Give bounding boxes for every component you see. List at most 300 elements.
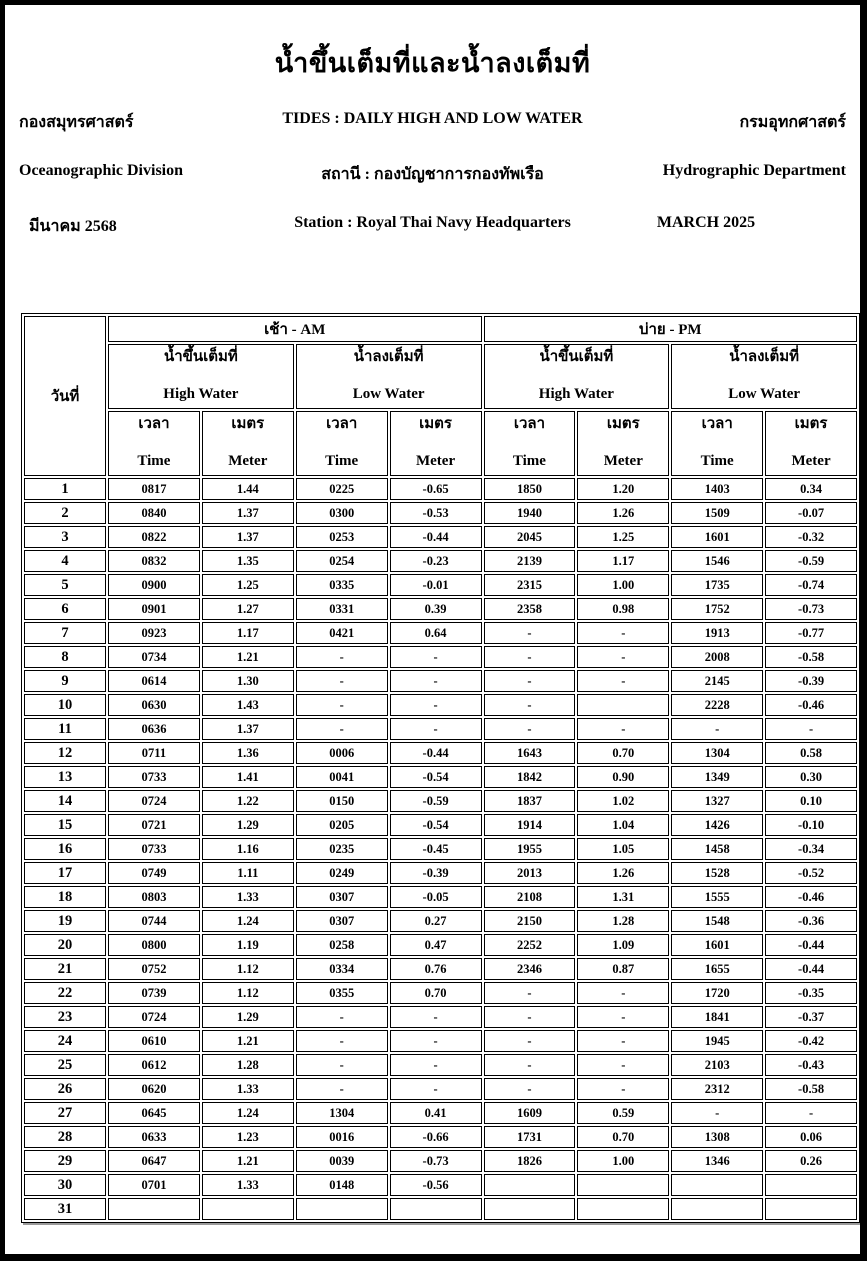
value-cell: - <box>577 646 669 668</box>
value-cell: -0.35 <box>765 982 857 1004</box>
meter-label-english: Meter <box>603 453 643 469</box>
time-subheader <box>484 411 576 476</box>
value-cell: 1.29 <box>202 814 294 836</box>
value-cell: -0.44 <box>765 934 857 956</box>
tide-table <box>21 313 860 1223</box>
table-row <box>24 790 857 812</box>
day-cell: 1 <box>24 478 106 500</box>
value-cell: 0258 <box>296 934 388 956</box>
meter-label-thai: เมตร <box>606 416 640 432</box>
value-cell: -0.54 <box>390 766 482 788</box>
table-row <box>24 646 857 668</box>
value-cell: -0.65 <box>390 478 482 500</box>
time-label-thai: เวลา <box>513 416 546 432</box>
value-cell: -0.32 <box>765 526 857 548</box>
value-cell: 1546 <box>671 550 763 572</box>
value-cell: - <box>484 718 576 740</box>
value-cell: - <box>390 718 482 740</box>
day-cell: 3 <box>24 526 106 548</box>
value-cell <box>202 1198 294 1220</box>
value-cell <box>108 1198 200 1220</box>
value-cell: 1850 <box>484 478 576 500</box>
low-water-label-thai: น้ำลงเต็มที่ <box>353 349 424 365</box>
day-cell: 13 <box>24 766 106 788</box>
value-cell: - <box>390 670 482 692</box>
value-cell: 1.31 <box>577 886 669 908</box>
station-english: Station : Royal Thai Navy Headquarters <box>294 214 571 231</box>
value-cell: -0.43 <box>765 1054 857 1076</box>
value-cell: 1601 <box>671 526 763 548</box>
value-cell: 0.90 <box>577 766 669 788</box>
value-cell: 1.37 <box>202 502 294 524</box>
value-cell: - <box>484 646 576 668</box>
value-cell: -0.42 <box>765 1030 857 1052</box>
value-cell: 1.43 <box>202 694 294 716</box>
value-cell: - <box>296 694 388 716</box>
value-cell: 1.00 <box>577 574 669 596</box>
table-row <box>24 1198 857 1220</box>
table-row <box>24 1126 857 1148</box>
value-cell: 0610 <box>108 1030 200 1052</box>
day-cell: 24 <box>24 1030 106 1052</box>
value-cell: - <box>484 670 576 692</box>
date-column-header: วันที่ <box>24 316 106 476</box>
value-cell: 0253 <box>296 526 388 548</box>
meter-label-english: Meter <box>791 453 831 469</box>
value-cell: 1.17 <box>577 550 669 572</box>
value-cell: 1458 <box>671 838 763 860</box>
pm-high-water-header <box>484 344 670 409</box>
value-cell: 1752 <box>671 598 763 620</box>
value-cell: 0633 <box>108 1126 200 1148</box>
value-cell: 1349 <box>671 766 763 788</box>
value-cell: -0.07 <box>765 502 857 524</box>
value-cell: 1.36 <box>202 742 294 764</box>
value-cell: 0.59 <box>577 1102 669 1124</box>
value-cell: - <box>577 1006 669 1028</box>
value-cell: 2228 <box>671 694 763 716</box>
value-cell: - <box>390 1054 482 1076</box>
value-cell: 0.47 <box>390 934 482 956</box>
value-cell: - <box>577 982 669 1004</box>
value-cell: 1.33 <box>202 1174 294 1196</box>
value-cell: -0.59 <box>765 550 857 572</box>
value-cell: 1914 <box>484 814 576 836</box>
table-row <box>24 502 857 524</box>
value-cell: -0.73 <box>765 598 857 620</box>
value-cell: 1.00 <box>577 1150 669 1172</box>
value-cell: 2150 <box>484 910 576 932</box>
value-cell: 1913 <box>671 622 763 644</box>
value-cell: 0840 <box>108 502 200 524</box>
low-water-label-thai: น้ำลงเต็มที่ <box>729 349 800 365</box>
value-cell: 0733 <box>108 766 200 788</box>
value-cell: 1509 <box>671 502 763 524</box>
value-cell: 0041 <box>296 766 388 788</box>
value-cell: 0039 <box>296 1150 388 1172</box>
value-cell: 1826 <box>484 1150 576 1172</box>
table-row <box>24 910 857 932</box>
table-row <box>24 958 857 980</box>
meter-label-english: Meter <box>415 453 456 469</box>
day-cell: 14 <box>24 790 106 812</box>
month-english: MARCH 2025 <box>656 214 756 231</box>
value-cell: -0.36 <box>765 910 857 932</box>
value-cell: - <box>577 670 669 692</box>
value-cell: -0.59 <box>390 790 482 812</box>
value-cell <box>484 1198 576 1220</box>
value-cell: -0.44 <box>765 958 857 980</box>
value-cell: 1.37 <box>202 526 294 548</box>
table-row <box>24 478 857 500</box>
value-cell: -0.34 <box>765 838 857 860</box>
tide-table-head <box>24 316 857 476</box>
value-cell: 0701 <box>108 1174 200 1196</box>
meter-label-thai: เมตร <box>231 416 265 432</box>
value-cell: 1837 <box>484 790 576 812</box>
value-cell: 0614 <box>108 670 200 692</box>
value-cell: 0006 <box>296 742 388 764</box>
value-cell: 0.64 <box>390 622 482 644</box>
value-cell: 0901 <box>108 598 200 620</box>
value-cell: -0.44 <box>390 742 482 764</box>
value-cell: 1.17 <box>202 622 294 644</box>
value-cell: 1.04 <box>577 814 669 836</box>
time-label-thai: เวลา <box>326 416 358 432</box>
day-cell: 31 <box>24 1198 106 1220</box>
day-cell: 17 <box>24 862 106 884</box>
value-cell: 2013 <box>484 862 576 884</box>
value-cell: -0.39 <box>390 862 482 884</box>
day-cell: 19 <box>24 910 106 932</box>
value-cell: -0.66 <box>390 1126 482 1148</box>
value-cell: 1.28 <box>202 1054 294 1076</box>
value-cell: 1426 <box>671 814 763 836</box>
day-cell: 23 <box>24 1006 106 1028</box>
value-cell: -0.74 <box>765 574 857 596</box>
value-cell: 0900 <box>108 574 200 596</box>
tide-table-body <box>24 478 857 1220</box>
value-cell: 1.22 <box>202 790 294 812</box>
pm-section-header: บ่าย - PM <box>484 316 858 342</box>
value-cell: - <box>484 1006 576 1028</box>
table-row <box>24 1102 857 1124</box>
meter-label-thai: เมตร <box>794 416 828 432</box>
value-cell: 2252 <box>484 934 576 956</box>
table-row <box>24 1150 857 1172</box>
value-cell: - <box>296 1006 388 1028</box>
value-cell: -0.58 <box>765 1078 857 1100</box>
meter-subheader <box>390 411 482 476</box>
value-cell: - <box>577 1054 669 1076</box>
value-cell: - <box>296 646 388 668</box>
value-cell: 0.10 <box>765 790 857 812</box>
day-cell: 12 <box>24 742 106 764</box>
value-cell: 0803 <box>108 886 200 908</box>
value-cell: 1.21 <box>202 646 294 668</box>
value-cell: -0.58 <box>765 646 857 668</box>
value-cell: 0620 <box>108 1078 200 1100</box>
value-cell: 0.30 <box>765 766 857 788</box>
value-cell: 1.26 <box>577 502 669 524</box>
value-cell: 2145 <box>671 670 763 692</box>
value-cell: 0800 <box>108 934 200 956</box>
value-cell: 0733 <box>108 838 200 860</box>
value-cell: 1.37 <box>202 718 294 740</box>
value-cell: 0.58 <box>765 742 857 764</box>
value-cell: 0.70 <box>577 1126 669 1148</box>
day-cell: 16 <box>24 838 106 860</box>
value-cell <box>577 1198 669 1220</box>
value-cell <box>765 1198 857 1220</box>
value-cell: - <box>390 1078 482 1100</box>
value-cell: 2315 <box>484 574 576 596</box>
value-cell <box>671 1198 763 1220</box>
value-cell: 0749 <box>108 862 200 884</box>
value-cell: 1609 <box>484 1102 576 1124</box>
value-cell: 1.24 <box>202 1102 294 1124</box>
value-cell: 1403 <box>671 478 763 500</box>
value-cell: - <box>390 694 482 716</box>
value-cell: 0.34 <box>765 478 857 500</box>
value-cell: - <box>577 622 669 644</box>
time-meter-header-row <box>24 411 857 476</box>
value-cell: 2312 <box>671 1078 763 1100</box>
day-cell: 30 <box>24 1174 106 1196</box>
value-cell: - <box>484 982 576 1004</box>
value-cell: - <box>296 1054 388 1076</box>
value-cell: - <box>577 718 669 740</box>
document-header <box>19 110 846 239</box>
value-cell: 0254 <box>296 550 388 572</box>
table-row <box>24 694 857 716</box>
value-cell: 0235 <box>296 838 388 860</box>
value-cell: 1.27 <box>202 598 294 620</box>
day-cell: 27 <box>24 1102 106 1124</box>
value-cell: 0.39 <box>390 598 482 620</box>
value-cell: 1735 <box>671 574 763 596</box>
meter-label-thai: เมตร <box>419 416 452 432</box>
value-cell: 2045 <box>484 526 576 548</box>
high-water-label-thai: น้ำขึ้นเต็มที่ <box>163 349 238 365</box>
value-cell: 1.28 <box>577 910 669 932</box>
table-row <box>24 1006 857 1028</box>
value-cell: 1720 <box>671 982 763 1004</box>
value-cell: 0.06 <box>765 1126 857 1148</box>
value-cell: 0.26 <box>765 1150 857 1172</box>
value-cell: 0817 <box>108 478 200 500</box>
table-row <box>24 742 857 764</box>
value-cell: - <box>484 1078 576 1100</box>
value-cell: -0.45 <box>390 838 482 860</box>
value-cell: 1655 <box>671 958 763 980</box>
pm-low-water-header <box>671 344 857 409</box>
value-cell: 1940 <box>484 502 576 524</box>
value-cell: 1.25 <box>577 526 669 548</box>
day-cell: 22 <box>24 982 106 1004</box>
day-cell: 26 <box>24 1078 106 1100</box>
day-cell: 10 <box>24 694 106 716</box>
value-cell: - <box>390 646 482 668</box>
value-cell: - <box>577 1030 669 1052</box>
value-cell: 0307 <box>296 910 388 932</box>
value-cell: -0.44 <box>390 526 482 548</box>
value-cell: 0636 <box>108 718 200 740</box>
value-cell: 1842 <box>484 766 576 788</box>
table-row <box>24 862 857 884</box>
value-cell: 1.26 <box>577 862 669 884</box>
value-cell: 0724 <box>108 790 200 812</box>
table-row <box>24 814 857 836</box>
table-row <box>24 718 857 740</box>
table-row <box>24 550 857 572</box>
value-cell: - <box>390 1030 482 1052</box>
value-cell: - <box>296 1030 388 1052</box>
time-label-english: Time <box>325 453 359 469</box>
value-cell: 1945 <box>671 1030 763 1052</box>
value-cell: - <box>296 1078 388 1100</box>
value-cell: - <box>484 1030 576 1052</box>
value-cell: 1.16 <box>202 838 294 860</box>
value-cell: 0355 <box>296 982 388 1004</box>
am-high-water-header <box>108 344 294 409</box>
value-cell: -0.52 <box>765 862 857 884</box>
day-cell: 8 <box>24 646 106 668</box>
value-cell: 0225 <box>296 478 388 500</box>
value-cell: 1.12 <box>202 982 294 1004</box>
value-cell: 1.33 <box>202 886 294 908</box>
value-cell: - <box>577 1078 669 1100</box>
value-cell: 0724 <box>108 1006 200 1028</box>
value-cell: - <box>671 1102 763 1124</box>
day-cell: 25 <box>24 1054 106 1076</box>
value-cell: - <box>671 718 763 740</box>
table-row <box>24 1078 857 1100</box>
value-cell <box>577 1174 669 1196</box>
org-left-thai: กองสมุทรศาสตร์ <box>19 114 134 131</box>
value-cell: -0.37 <box>765 1006 857 1028</box>
value-cell: - <box>484 622 576 644</box>
org-right-english: Hydrographic Department <box>662 162 846 179</box>
value-cell: 0630 <box>108 694 200 716</box>
table-row <box>24 838 857 860</box>
value-cell: 1304 <box>671 742 763 764</box>
am-low-water-header <box>296 344 482 409</box>
value-cell: 2008 <box>671 646 763 668</box>
value-cell: -0.53 <box>390 502 482 524</box>
table-row <box>24 670 857 692</box>
value-cell: -0.56 <box>390 1174 482 1196</box>
value-cell: -0.77 <box>765 622 857 644</box>
day-cell: 20 <box>24 934 106 956</box>
value-cell: -0.05 <box>390 886 482 908</box>
value-cell: 1548 <box>671 910 763 932</box>
value-cell: 0335 <box>296 574 388 596</box>
value-cell <box>577 694 669 716</box>
meter-label-english: Meter <box>228 453 268 469</box>
value-cell: 1.05 <box>577 838 669 860</box>
value-cell: 0148 <box>296 1174 388 1196</box>
value-cell: 0647 <box>108 1150 200 1172</box>
meter-subheader <box>577 411 669 476</box>
value-cell: 1.23 <box>202 1126 294 1148</box>
value-cell: -0.01 <box>390 574 482 596</box>
day-cell: 18 <box>24 886 106 908</box>
value-cell: 0.76 <box>390 958 482 980</box>
value-cell <box>765 1174 857 1196</box>
value-cell: 0822 <box>108 526 200 548</box>
doc-subtitle-english: TIDES : DAILY HIGH AND LOW WATER <box>282 110 583 127</box>
value-cell: 2139 <box>484 550 576 572</box>
high-water-label-thai: น้ำขึ้นเต็มที่ <box>539 349 614 365</box>
value-cell: 0.70 <box>577 742 669 764</box>
value-cell: 1.21 <box>202 1150 294 1172</box>
value-cell <box>296 1198 388 1220</box>
value-cell: 1.30 <box>202 670 294 692</box>
value-cell: - <box>484 1054 576 1076</box>
table-row <box>24 982 857 1004</box>
value-cell: 1955 <box>484 838 576 860</box>
value-cell: 1731 <box>484 1126 576 1148</box>
value-cell: 1.41 <box>202 766 294 788</box>
day-cell: 4 <box>24 550 106 572</box>
meter-subheader <box>202 411 294 476</box>
value-cell: 1.24 <box>202 910 294 932</box>
value-cell: 0300 <box>296 502 388 524</box>
value-cell: - <box>484 694 576 716</box>
value-cell: -0.23 <box>390 550 482 572</box>
value-cell: 2358 <box>484 598 576 620</box>
org-right-thai: กรมอุทกศาสตร์ <box>739 114 846 131</box>
value-cell: 0205 <box>296 814 388 836</box>
day-cell: 29 <box>24 1150 106 1172</box>
value-cell <box>671 1174 763 1196</box>
value-cell: 0612 <box>108 1054 200 1076</box>
value-cell: 1.44 <box>202 478 294 500</box>
value-cell: 1555 <box>671 886 763 908</box>
am-section-header: เช้า - AM <box>108 316 482 342</box>
time-label-english: Time <box>137 453 171 469</box>
value-cell: - <box>296 670 388 692</box>
table-row <box>24 766 857 788</box>
value-cell: 0334 <box>296 958 388 980</box>
value-cell: 0721 <box>108 814 200 836</box>
value-cell: 0307 <box>296 886 388 908</box>
value-cell: 2103 <box>671 1054 763 1076</box>
low-water-label-english: Low Water <box>352 386 425 402</box>
value-cell: 0739 <box>108 982 200 1004</box>
value-cell: 1528 <box>671 862 763 884</box>
value-cell: 0249 <box>296 862 388 884</box>
value-cell: 1.02 <box>577 790 669 812</box>
value-cell: 1.35 <box>202 550 294 572</box>
value-cell: 1308 <box>671 1126 763 1148</box>
value-cell: -0.39 <box>765 670 857 692</box>
value-cell: 0016 <box>296 1126 388 1148</box>
value-cell: 1.09 <box>577 934 669 956</box>
value-cell: 1346 <box>671 1150 763 1172</box>
value-cell: 1643 <box>484 742 576 764</box>
value-cell: 0.98 <box>577 598 669 620</box>
month-thai: มีนาคม 2568 <box>29 218 117 235</box>
table-row <box>24 934 857 956</box>
value-cell: 1601 <box>671 934 763 956</box>
value-cell: 0.70 <box>390 982 482 1004</box>
time-label-thai: เวลา <box>138 416 170 432</box>
day-cell: 21 <box>24 958 106 980</box>
time-label-english: Time <box>700 453 734 469</box>
day-cell: 11 <box>24 718 106 740</box>
